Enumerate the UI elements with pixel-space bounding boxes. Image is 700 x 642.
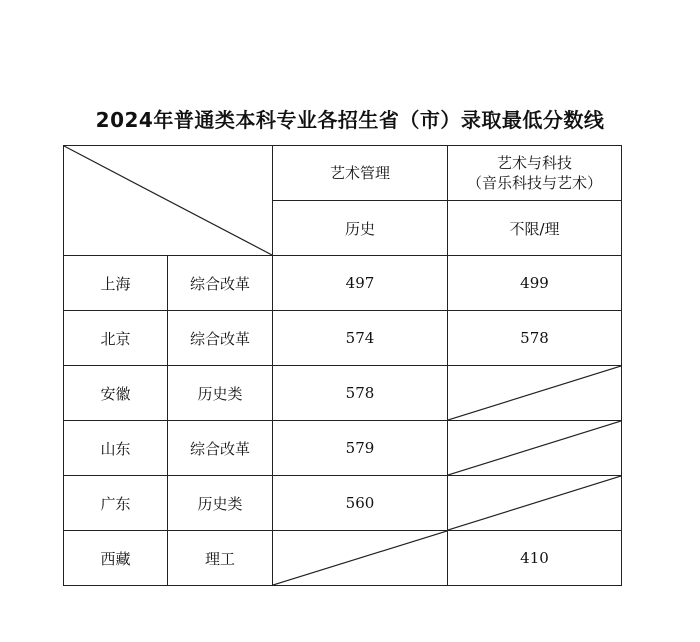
exam-type-cell: 综合改革 xyxy=(168,311,273,366)
empty-slash-cell xyxy=(448,476,622,531)
province-cell: 上海 xyxy=(64,256,168,311)
table-row xyxy=(64,531,622,586)
table-row xyxy=(64,476,622,531)
province-cell: 北京 xyxy=(64,311,168,366)
province-cell: 安徽 xyxy=(64,366,168,421)
subject-header-unlimited: 不限/理 xyxy=(448,201,622,256)
slash-line xyxy=(448,476,621,530)
empty-slash-cell xyxy=(273,531,448,586)
exam-type-cell: 综合改革 xyxy=(168,421,273,476)
corner-diagonal-cell xyxy=(64,146,273,256)
score-cell: 497 xyxy=(273,256,448,311)
empty-slash-cell xyxy=(448,421,622,476)
score-cell: 579 xyxy=(273,421,448,476)
score-cell: 410 xyxy=(448,531,622,586)
slash-line xyxy=(448,421,621,475)
admission-score-table xyxy=(63,145,622,586)
score-cell: 574 xyxy=(273,311,448,366)
province-cell: 广东 xyxy=(64,476,168,531)
major-header-art-management: 艺术管理 xyxy=(273,146,448,201)
table-row xyxy=(64,256,622,311)
major-header-art-technology: 艺术与科技 （音乐科技与艺术） xyxy=(448,146,622,201)
table-row xyxy=(64,366,622,421)
score-cell: 499 xyxy=(448,256,622,311)
corner-diagonal-line xyxy=(64,146,272,255)
exam-type-cell: 历史类 xyxy=(168,366,273,421)
score-cell: 578 xyxy=(448,311,622,366)
table-row xyxy=(64,311,622,366)
score-cell: 578 xyxy=(273,366,448,421)
slash-line xyxy=(448,366,621,420)
subject-header-history: 历史 xyxy=(273,201,448,256)
province-cell: 山东 xyxy=(64,421,168,476)
header-row-majors xyxy=(64,146,622,201)
empty-slash-cell xyxy=(448,366,622,421)
province-cell: 西藏 xyxy=(64,531,168,586)
score-cell: 560 xyxy=(273,476,448,531)
exam-type-cell: 综合改革 xyxy=(168,256,273,311)
exam-type-cell: 理工 xyxy=(168,531,273,586)
table-row xyxy=(64,421,622,476)
page-title: 2024年普通类本科专业各招生省（市）录取最低分数线 xyxy=(95,108,605,132)
exam-type-cell: 历史类 xyxy=(168,476,273,531)
slash-line xyxy=(273,531,447,585)
